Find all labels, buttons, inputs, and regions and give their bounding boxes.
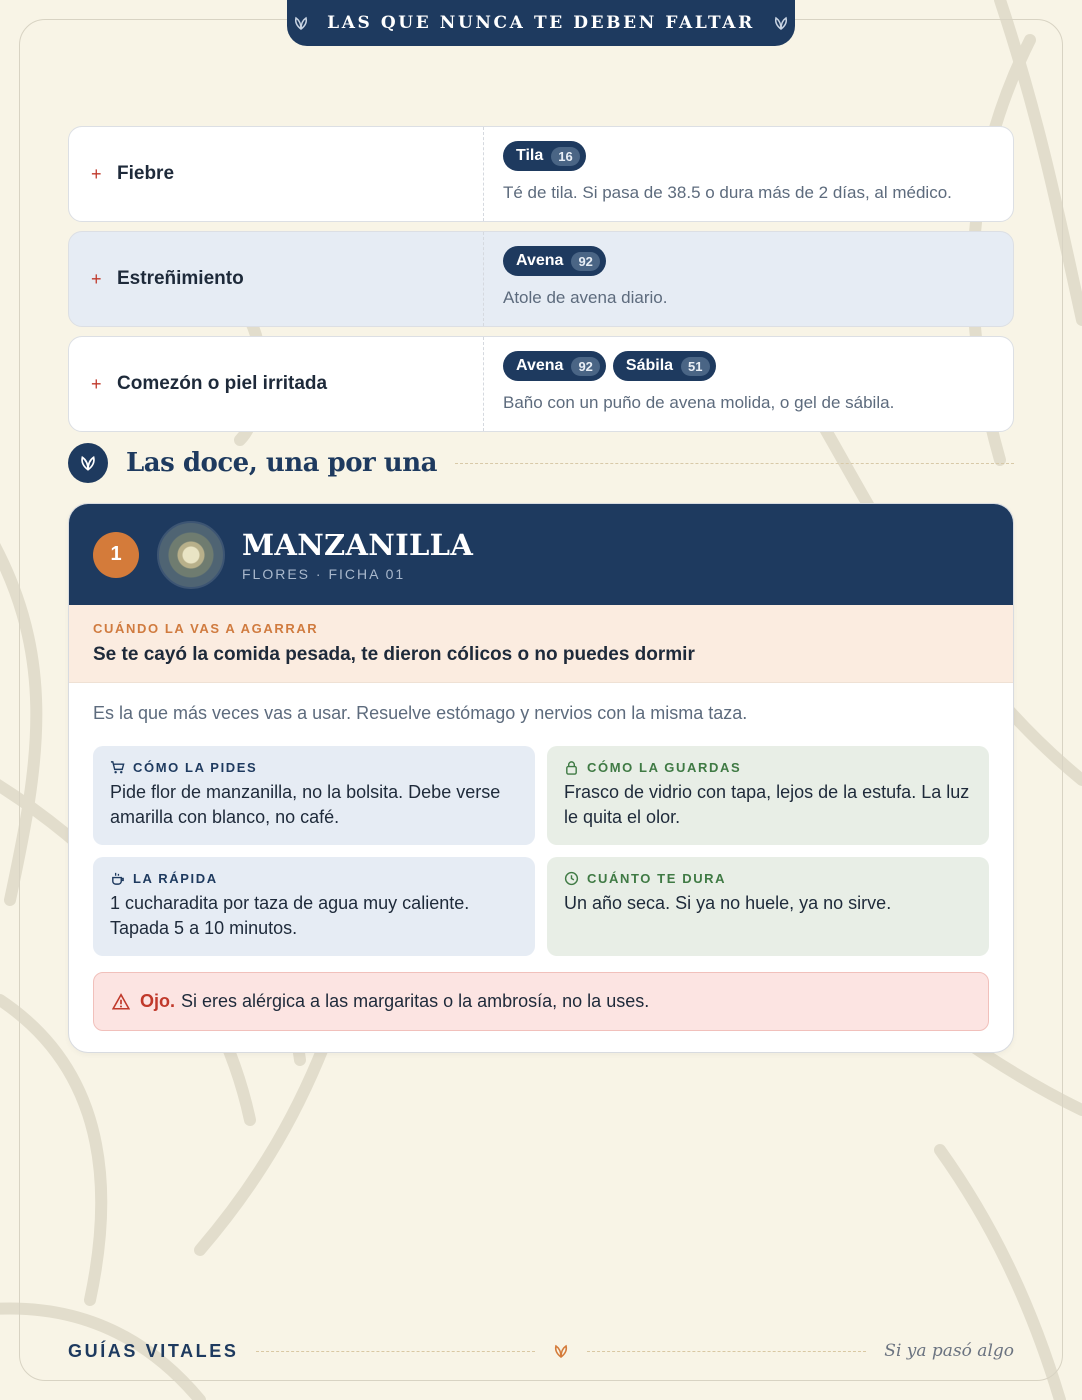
warning-icon: [112, 993, 130, 1011]
tile-como-la-guardas: [547, 746, 989, 845]
footer-slogan: Si ya pasó algo: [884, 1341, 1014, 1361]
section-heading: [68, 442, 1014, 484]
plant-card: [68, 503, 1014, 1053]
plant-name: MANZANILLA: [242, 527, 474, 562]
plus-icon: +: [91, 163, 102, 184]
plant-intro: Es la que más veces vas a usar. Resuelve estómago y nervios con la misma taza.: [93, 703, 748, 723]
symptom-cell: [69, 127, 484, 221]
remedy-description: Té de tila. Si pasa de 38.5 o dura más de 2 días, al médico.: [503, 183, 952, 202]
leaf-icon: [553, 1343, 569, 1359]
tile-label: CUÁNTO TE DURA: [587, 871, 727, 886]
remedy-description: Baño con un puño de avena molida, o gel de sábila.: [503, 393, 895, 412]
tile-label: LA RÁPIDA: [133, 871, 218, 886]
section-title: Las doce, una por una: [126, 448, 437, 478]
remedy-pill-sabila[interactable]: [613, 351, 716, 381]
remedy-number: 51: [681, 357, 709, 376]
plant-subtitle: FLORES · FICHA 01: [242, 565, 406, 582]
remedy-number: 92: [571, 357, 599, 376]
remedy-number: 92: [571, 252, 599, 271]
tile-label: CÓMO LA PIDES: [133, 760, 258, 775]
warning-box: [93, 972, 989, 1031]
leaf-icon: [773, 15, 789, 31]
symptom-cell: [69, 232, 484, 326]
remedy-cell: [484, 232, 1013, 326]
tile-cuanto-te-dura: [547, 857, 989, 956]
footer-divider: [256, 1351, 535, 1352]
clock-icon: [564, 871, 579, 886]
warning-label: Ojo.: [140, 991, 175, 1011]
leaf-badge: [68, 443, 108, 483]
top-banner: [287, 0, 795, 46]
remedy-description: Atole de avena diario.: [503, 288, 668, 307]
remedy-name: Sábila: [625, 357, 674, 374]
when-to-use: [69, 605, 1013, 683]
symptom-row-comezon[interactable]: [68, 336, 1014, 432]
section-divider: [455, 463, 1014, 464]
page-footer: [68, 1336, 1014, 1366]
remedy-name: Avena: [516, 252, 564, 269]
banner-title: LAS QUE NUNCA TE DEBEN FALTAR: [327, 13, 755, 33]
remedy-cell: [484, 127, 1013, 221]
tile-text: Pide flor de manzanilla, no la bolsita. Debe verse amarilla con blanco, no café.: [110, 782, 501, 827]
footer-brand: GUÍAS VITALES: [68, 1340, 239, 1361]
cart-icon: [110, 760, 125, 775]
warning-text: Si eres alérgica a las margaritas o la ambrosía, no la uses.: [181, 991, 650, 1011]
remedy-cell: [484, 337, 1013, 431]
when-text: Se te cayó la comida pesada, te dieron cólicos o no puedes dormir: [93, 644, 695, 665]
tile-text: Un año seca. Si ya no huele, ya no sirve.: [564, 893, 892, 913]
symptom-row-estrenimiento[interactable]: [68, 231, 1014, 327]
remedy-number: 16: [551, 147, 579, 166]
symptom-name: Fiebre: [117, 163, 175, 184]
tile-label: CÓMO LA GUARDAS: [587, 760, 742, 775]
footer-divider: [587, 1351, 866, 1352]
symptom-name: Comezón o piel irritada: [117, 373, 328, 394]
symptom-cell: [69, 337, 484, 431]
plus-icon: +: [91, 373, 102, 394]
teapot-icon: [110, 871, 125, 886]
remedy-pill-avena[interactable]: [503, 351, 606, 381]
tile-text: Frasco de vidrio con tapa, lejos de la estufa. La luz le quita el olor.: [564, 782, 970, 827]
symptom-row-fiebre[interactable]: [68, 126, 1014, 222]
remedy-name: Avena: [516, 357, 564, 374]
leaf-icon: [293, 15, 309, 31]
symptom-name: Estreñimiento: [117, 268, 244, 289]
when-label: CUÁNDO LA VAS A AGARRAR: [93, 621, 319, 636]
remedy-name: Tila: [516, 147, 544, 164]
tile-la-rapida: [93, 857, 535, 956]
leaf-icon: [79, 454, 97, 472]
lock-icon: [564, 760, 579, 775]
remedy-pill-tila[interactable]: [503, 141, 586, 171]
card-number-badge: 1: [93, 532, 139, 578]
plus-icon: +: [91, 268, 102, 289]
remedy-pill-avena[interactable]: [503, 246, 606, 276]
tile-text: 1 cucharadita por taza de agua muy caliente. Tapada 5 a 10 minutos.: [110, 893, 470, 938]
tile-como-la-pides: [93, 746, 535, 845]
plant-photo: [157, 521, 225, 589]
card-header: [69, 504, 1013, 605]
